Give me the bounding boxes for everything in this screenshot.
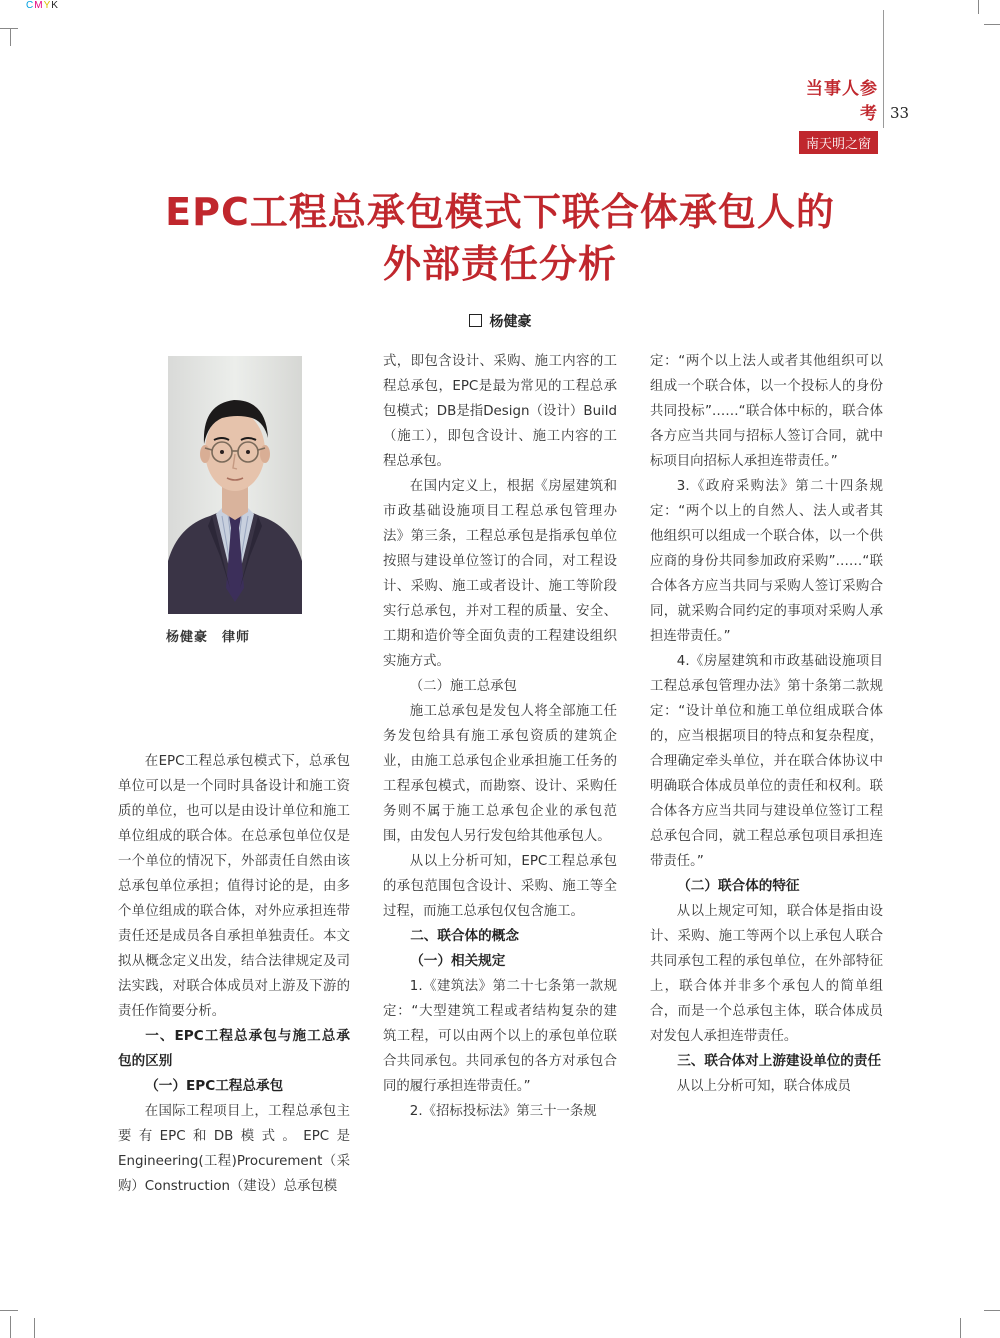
- paragraph: 在国际工程项目上，工程总承包主要有EPC和DB模式。EPC是Engineering(工程)Procurement（采购）Construction（建设）总承包模: [118, 1104, 350, 1194]
- subsection-heading: （二）施工总承包: [409, 679, 517, 694]
- crop-mark: [10, 1316, 11, 1338]
- running-header: [790, 74, 878, 154]
- paragraph: 式，即包含设计、采购、施工内容的工程总承包，EPC是最为常见的工程总承包模式；DB是指Design（设计）Build（施工），即包含设计、施工内容的工程总承包。: [383, 354, 617, 469]
- subsection-heading: （二）联合体的特征: [677, 878, 800, 894]
- crop-mark: [978, 0, 979, 14]
- cmyk-registration-mark: CMYK: [26, 0, 59, 11]
- page-number: 33: [890, 104, 910, 122]
- subsection-heading: （一）EPC工程总承包: [145, 1078, 284, 1094]
- title-line-2: 外部责任分析: [382, 242, 617, 286]
- byline: [0, 311, 1000, 331]
- crop-mark: [0, 1310, 18, 1311]
- section-heading: 二、联合体的概念: [410, 928, 519, 944]
- text-column-3: [650, 349, 883, 1099]
- paragraph: 2.《招标投标法》第三十一条规: [409, 1104, 597, 1119]
- crop-mark: [10, 28, 11, 46]
- title-line-1: EPC工程总承包模式下联合体承包人的: [165, 190, 835, 234]
- paragraph: 在EPC工程总承包模式下，总承包单位可以是一个同时具备设计和施工资质的单位，也可以是由设计单位和施工单位组成的联合体。在总承包单位仅是一个单位的情况下，外部责任自然由该总承包单位承担；值得讨论的是，由多个单位组成的联合体，对外应承担连带责任还是成员各自承担单独责任。本文拟从概念定义出发，结合法律规定及司法实践，对联合体成员对上游及下游的责任作简要分析。: [118, 754, 350, 1019]
- column-name-badge: 南天明之窗: [799, 131, 878, 154]
- section-heading: 一、EPC工程总承包与施工总承包的区别: [118, 1028, 350, 1069]
- paragraph: 从以上分析可知，EPC工程总承包的承包范围包含设计、采购、施工等全过程，而施工总承包仅包含施工。: [383, 854, 617, 919]
- paragraph: 3.《政府采购法》第二十四条规定：“两个以上的自然人、法人或者其他组织可以组成一个联合体，以一个供应商的身份共同参加政府采购”……“联合体各方应当共同与采购人签订采购合同，就采购合同约定的事项对采购人承担连带责任。”: [650, 479, 883, 644]
- paragraph: 施工总承包是发包人将全部施工任务发包给具有施工承包资质的建筑企业，由施工总承包企业承担施工任务的工程承包模式，而勘察、设计、采购任务则不属于施工总承包企业的承包范围，由发包人另行发包给其他承包人。: [383, 704, 617, 844]
- paragraph: 从以上规定可知，联合体是指由设计、采购、施工等两个以上承包人联合共同承包工程的承包单位，在外部特征上，联合体并非多个承包人的简单组合，而是一个总承包主体，联合体成员对发包人承担连带责任。: [650, 904, 883, 1044]
- author-photo: [168, 356, 302, 614]
- text-column-2: [383, 349, 617, 1124]
- section-heading: 三、联合体对上游建设单位的责任: [677, 1053, 882, 1069]
- header-divider: [883, 10, 884, 128]
- portrait-illustration: [168, 356, 302, 614]
- article-title: [0, 186, 1000, 290]
- crop-mark: [34, 1318, 35, 1338]
- paragraph: 从以上分析可知，联合体成员: [676, 1079, 851, 1094]
- crop-mark: [0, 28, 18, 29]
- square-bullet-icon: [469, 314, 482, 327]
- paragraph: 定：“两个以上法人或者其他组织可以组成一个联合体，以一个投标人的身份共同投标”……“联合体中标的，联合体各方应当共同与招标人签订合同，就中标项目向招标人承担连带责任。”: [650, 354, 883, 469]
- paragraph: 4.《房屋建筑和市政基础设施项目工程总承包管理办法》第十条第二款规定：“设计单位和施工单位组成联合体的，应当根据项目的特点和复杂程度，合理确定牵头单位，并在联合体协议中明确联合体成员单位的责任和权利。联合体各方应当共同与建设单位签订工程总承包合同，就工程总承包项目承担连带责任。”: [650, 654, 883, 869]
- subsection-heading: （一）相关规定: [410, 953, 506, 969]
- text-column-1: [118, 749, 350, 1199]
- paragraph: 1.《建筑法》第二十七条第一款规定：“大型建筑工程或者结构复杂的建筑工程，可以由两个以上的承包单位联合共同承包。共同承包的各方对承包合同的履行承担连带责任。”: [383, 979, 617, 1094]
- paragraph: 在国内定义上，根据《房屋建筑和市政基础设施项目工程总承包管理办法》第三条，工程总承包是指承包单位按照与建设单位签订的合同，对工程设计、采购、施工或者设计、施工等阶段实行总承包，并对工程的质量、安全、工期和造价等全面负责的工程建设组织实施方式。: [383, 479, 617, 669]
- section-title: 当事人参考: [806, 79, 878, 124]
- photo-caption: 杨健豪 律师: [166, 630, 251, 645]
- crop-mark: [984, 24, 1000, 25]
- crop-mark: [960, 1318, 961, 1338]
- crop-mark: [984, 1310, 1000, 1311]
- author-name: 杨健豪: [489, 314, 532, 330]
